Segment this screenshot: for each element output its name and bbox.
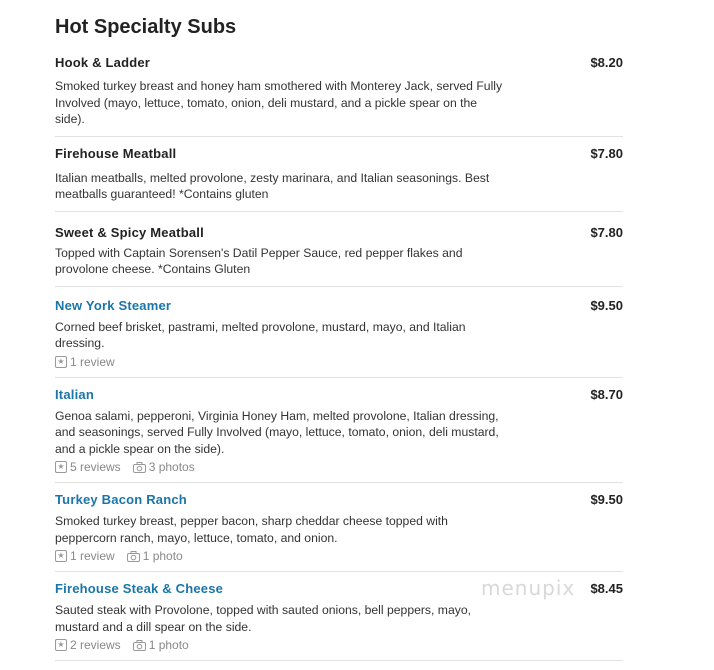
camera-icon [133,462,146,473]
item-link-firehouse-steak-cheese[interactable]: Firehouse Steak & Cheese [55,581,224,596]
item-description: Sauted steak with Provolone, topped with sauted onions, bell peppers, mayo, mustard and a dill spear on the side. [55,603,471,634]
review-count: 1 review [70,549,115,563]
section-title: Hot Specialty Subs [55,16,237,38]
reviews-link[interactable] [55,355,115,369]
item-price: $8.70 [590,386,623,402]
review-star-icon: ★ [55,550,67,562]
review-star-icon: ★ [55,639,67,651]
item-description: Corned beef brisket, pastrami, melted provolone, mustard, mayo, and Italian dressing. [55,319,466,350]
item-name: Hook & Ladder [55,55,151,70]
review-star-icon: ★ [55,461,67,473]
menu-item [55,378,623,484]
item-description: Smoked turkey breast, pepper bacon, sharp cheddar cheese topped with peppercorn ranch, mayo, lettuce, tomato, and onion. [55,514,448,545]
item-description: Genoa salami, pepperoni, Virginia Honey Ham, melted provolone, Italian dressing, and seasonings, served Fully Involved (mayo, lettuce, tomato, onion, deli mustard, and a pickle spear on the side). [55,408,499,456]
item-description: Smoked turkey breast and honey ham smothered with Monterey Jack, served Fully Involved (mayo, lettuce, tomato, onion, deli mustard, and a pickle spear on the side). [55,79,503,126]
photo-count: 3 photos [148,460,195,474]
item-price: $7.80 [590,145,623,161]
item-price: $9.50 [590,297,623,313]
reviews-link[interactable] [55,638,121,652]
review-star-icon: ★ [55,356,67,368]
menu-item [55,50,623,137]
item-price: $9.50 [590,492,623,507]
photos-link[interactable] [133,638,189,652]
reviews-link[interactable] [55,549,115,563]
camera-icon [127,551,140,562]
item-description: Italian meatballs, melted provolone, zesty marinara, and Italian seasonings. Best meatballs guaranteed! *Contains gluten [55,170,490,201]
item-name: Sweet & Spicy Meatball [55,224,204,240]
photo-count: 1 photo [142,549,183,563]
item-name: Firehouse Meatball [55,145,177,161]
camera-icon [133,640,146,651]
item-description: Topped with Captain Sorensen's Datil Pepper Sauce, red pepper flakes and provolone cheese. *Contains Gluten [55,245,463,276]
photos-link[interactable] [127,549,183,563]
review-count: 5 reviews [70,460,121,474]
menu-item [55,287,623,378]
photo-count: 1 photo [148,638,189,652]
menupix-watermark: menupix [481,576,576,600]
item-meta [55,549,623,563]
reviews-link[interactable] [55,460,121,474]
menu-item [55,483,623,572]
menu-list [55,50,623,661]
item-meta [55,638,623,652]
item-price: $8.20 [590,55,623,70]
menu-item [55,212,623,287]
photos-link[interactable] [133,460,195,474]
item-meta [55,355,623,369]
item-link-new-york-steamer[interactable]: New York Steamer [55,297,172,313]
item-price: $8.45 [590,581,623,596]
menu-item [55,137,623,212]
item-meta [55,460,623,474]
item-link-italian[interactable]: Italian [55,386,94,402]
item-price: $7.80 [590,224,623,240]
item-link-turkey-bacon-ranch[interactable]: Turkey Bacon Ranch [55,492,187,507]
review-count: 1 review [70,354,115,369]
review-count: 2 reviews [70,638,121,652]
